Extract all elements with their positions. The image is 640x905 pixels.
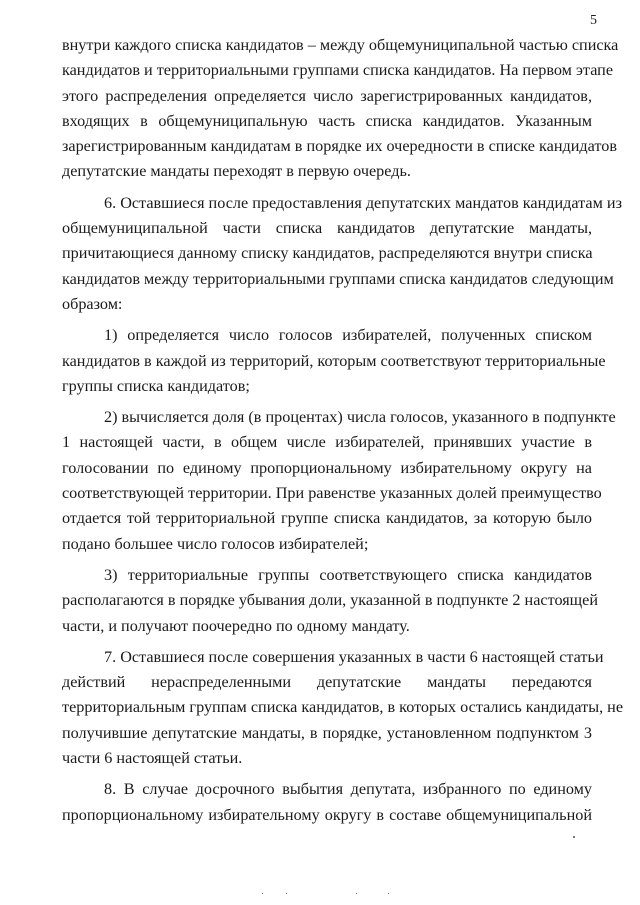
text-line: депутатские мандаты переходят в первую очередь. [62,162,411,181]
text-line: входящих в общемуниципальную часть списка кандидатов. Указанным [62,111,592,130]
paragraph-8 [62,777,592,828]
text-line: 3) территориальные группы соответствующего списка кандидатов [104,565,592,584]
text-line: внутри каждого списка кандидатов – между общемуниципальной частью списка [62,36,619,54]
text-line: 1 настоящей части, в общем числе избирателей, принявших участие в [62,433,592,452]
text-line: получившие депутатские мандаты, в порядке, установленном подпунктом 3 [62,723,592,742]
text-line: отдается той территориальной группе списка кандидатов, за которую было [62,509,592,528]
subparagraph-6-1 [62,323,606,399]
text-line: части 6 настоящей статьи. [62,749,243,768]
subparagraph-6-3 [62,563,598,639]
paragraph-7 [62,645,624,771]
text-line: 1) определяется число голосов избирателей, полученных списком [104,326,592,345]
text-line: кандидатов между территориальными группами списка кандидатов следующим [62,269,614,288]
text-line: части, и получают поочередно по одному мандату. [62,616,410,635]
text-line: 6. Оставшиеся после предоставления депутатских мандатов кандидатам из [104,193,622,212]
text-line: этого распределения определяется число зарегистрированных кандидатов, [62,86,592,105]
document-body [62,33,624,828]
text-line: действий нераспределенными депутатские мандаты передаются [62,673,592,692]
text-line: 8. В случае досрочного выбытия депутата, избранного по единому [104,780,592,799]
text-line: образом: [62,294,123,313]
scan-speck [286,893,287,894]
text-line: располагаются в порядке убывания доли, указанной в подпункте 2 настоящей [62,591,598,610]
text-line: голосовании по единому пропорциональному избирательному округу на [62,458,592,477]
text-line: подано большее число голосов избирателей; [62,534,369,553]
scan-speck [573,836,575,838]
text-line: 2) вычисляется доля (в процентах) числа голосов, указанного в подпункте [104,408,616,427]
paragraph-5-continuation [62,33,619,185]
text-line: кандидатов в каждой из территорий, которым соответствуют территориальные [62,351,606,370]
text-line: кандидатов и территориальными группами списка кандидатов. На первом этапе [62,61,614,80]
text-line: общемуниципальной части списка кандидатов депутатские мандаты, [62,219,592,238]
subparagraph-6-2 [62,405,616,557]
text-line: причитающиеся данному списку кандидатов, распределяются внутри списка [62,244,593,263]
scan-speck [388,893,389,894]
page-number: 5 [590,13,597,28]
paragraph-6 [62,191,622,317]
text-line: территориальным группам списка кандидатов, в которых остались кандидаты, не [62,698,624,717]
text-line: группы списка кандидатов; [62,376,250,395]
scan-speck [356,893,357,894]
text-line: 7. Оставшиеся после совершения указанных в части 6 настоящей статьи [104,647,604,666]
scan-speck [262,893,263,894]
text-line: зарегистрированным кандидатам в порядке их очередности в списке кандидатов [62,137,617,156]
text-line: пропорциональному избирательному округу в составе общемуниципальной [62,805,592,824]
text-line: соответствующей территории. При равенстве указанных долей преимущество [62,484,602,503]
